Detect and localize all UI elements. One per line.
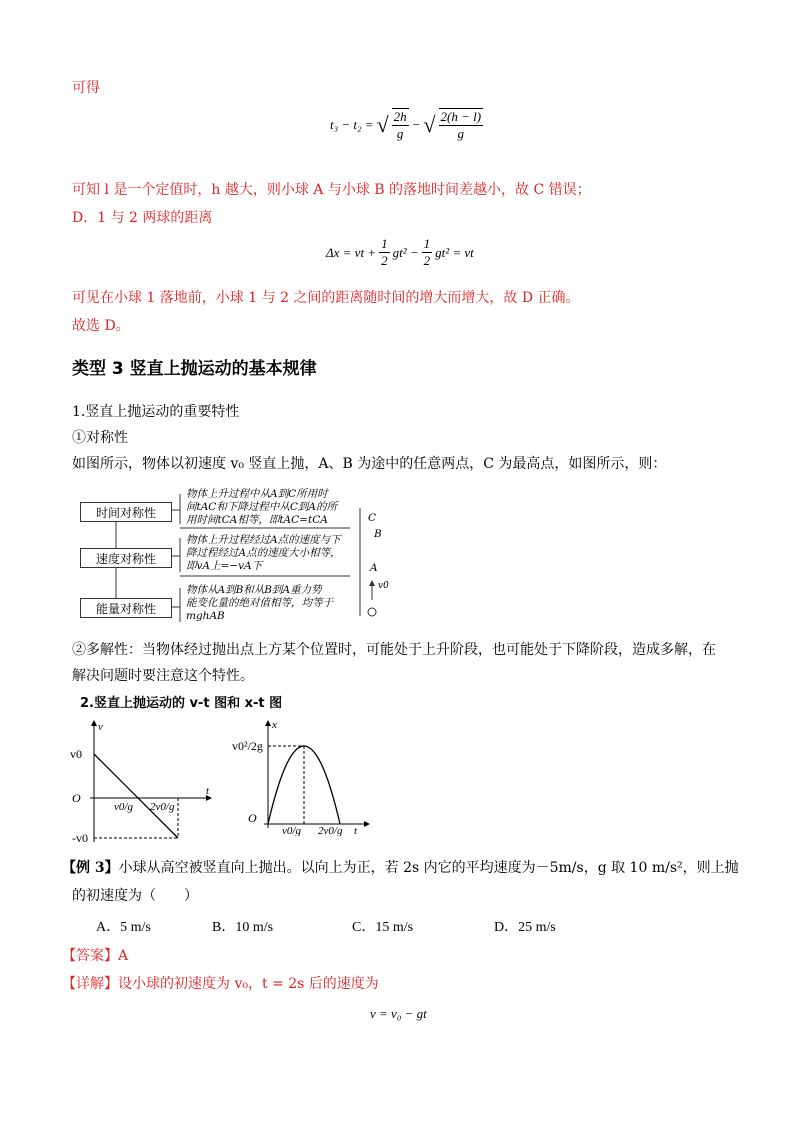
fraction-den: 2 <box>381 253 388 268</box>
answer-value: A <box>118 948 129 964</box>
equation-velocity: v = v₀ − gt <box>370 1006 427 1021</box>
equation-time-difference <box>330 108 483 142</box>
label-c: C <box>368 512 377 524</box>
label-v0: v0 <box>378 581 389 591</box>
text-para: 如图所示，物体以初速度 v₀ 竖直上抛，A、B 为途中的任意两点，C 为最高点，如图所示，则： <box>72 456 667 472</box>
diagram-text: 能变化量的绝对值相等，均等于 <box>186 597 333 609</box>
diagram-text: 降过程经过A点的速度大小相等， <box>186 547 341 559</box>
example-tag: 【例 3】 <box>62 860 119 876</box>
text-para: 1.竖直上抛运动的重要特性 <box>72 404 240 420</box>
eq-minus: − <box>411 117 421 132</box>
eq-term: gt² = vt <box>435 244 474 260</box>
sqrt-icon: √ <box>423 112 436 137</box>
axis-label-t: t <box>354 825 358 836</box>
symmetry-diagram <box>80 488 400 624</box>
example-text: 小球从高空被竖直向上抛出。以向上为正，若 2s 内它的平均速度为－5m/s，g 取 10 m/s²，则上抛 <box>118 860 739 876</box>
text-para: 可知 l 是一个定值时，h 越大，则小球 A 与小球 B 的落地时间差越小，故 C 错误； <box>72 182 591 198</box>
fraction-den: g <box>396 126 404 141</box>
tick-v0-g: v0/g <box>114 801 133 813</box>
text-para: 解决问题时要注意这个特性。 <box>72 668 254 684</box>
option-b[interactable]: B．10 m/s <box>212 920 274 935</box>
vt-graph <box>70 716 220 846</box>
diagram-text: 间tAC和下降过程中从C到A的所 <box>186 501 337 513</box>
label-origin: O <box>72 791 81 805</box>
axis-label-x: x <box>272 719 277 731</box>
subsection-heading: 2.竖直上抛运动的 v-t 图和 x-t 图 <box>80 696 283 711</box>
text-para: ①对称性 <box>72 430 128 446</box>
diagram-text: mghAB <box>186 610 225 622</box>
tick-v0-g: v0/g <box>282 825 301 836</box>
option-c[interactable]: C．15 m/s <box>352 920 414 935</box>
text-para: D．1 与 2 两球的距离 <box>72 210 213 226</box>
fraction-num: 1 <box>381 236 388 251</box>
diagram-text: 物体上升过程中从A到C所用时 <box>186 488 328 500</box>
fraction-num: 2h <box>393 109 407 124</box>
axis-label-v: v <box>98 721 103 733</box>
diagram-text: 用时间tCA相等，即tAC=tCA <box>186 514 328 526</box>
fraction-num: 2(h − l) <box>440 109 482 124</box>
tick-2v0-g: 2v0/g <box>318 825 343 836</box>
label-max-height: v0²/2g <box>232 739 263 753</box>
fraction-half <box>379 236 390 269</box>
fraction <box>439 108 484 142</box>
sqrt-icon: √ <box>376 112 389 137</box>
detail-tag: 【详解】 <box>62 976 118 992</box>
axis-label-t: t <box>206 785 210 797</box>
fraction-den: 2 <box>423 253 431 268</box>
label-origin: O <box>248 811 257 825</box>
box-energy-symmetry: 能量对称性 <box>80 598 172 618</box>
diagram-text: 物体从A到B和从B到A重力势 <box>186 584 322 596</box>
option-a[interactable]: A．5 m/s <box>96 920 151 935</box>
equation-distance <box>326 236 474 269</box>
fraction-den: g <box>457 126 465 141</box>
text-para: 故选 D。 <box>72 318 130 334</box>
fraction-half <box>422 236 433 269</box>
diagram-text: 即vA上=−vA下 <box>186 560 263 572</box>
eq-lhs: Δx = vt + <box>326 244 377 260</box>
tick-2v0-g: 2v0/g <box>150 801 175 813</box>
text-para: ②多解性：当物体经过抛出点上方某个位置时，可能处于上升阶段，也可能处于下降阶段，造成多解，在 <box>72 642 716 658</box>
label-a: A <box>370 562 378 574</box>
text-para: 可得 <box>72 80 100 96</box>
label-neg-v0: -v0 <box>72 831 88 845</box>
diagram-text: 物体上升过程经过A点的速度与下 <box>186 534 341 546</box>
fraction-num: 1 <box>423 236 431 251</box>
xt-graph <box>228 716 378 836</box>
eq-term: gt² − <box>392 244 419 260</box>
answer-line <box>62 946 128 966</box>
option-d[interactable]: D．25 m/s <box>494 920 556 935</box>
label-b: B <box>374 528 382 540</box>
section-heading: 类型 3 竖直上抛运动的基本规律 <box>72 359 317 379</box>
fraction <box>392 108 409 142</box>
label-v0: v0 <box>70 747 82 761</box>
text-para: 可见在小球 1 落地前，小球 1 与 2 之间的距离随时间的增大而增大，故 D 正确。 <box>72 290 580 306</box>
detail-line <box>62 974 379 994</box>
detail-text: 设小球的初速度为 v₀，t = 2s 后的速度为 <box>118 976 379 992</box>
box-time-symmetry: 时间对称性 <box>80 502 172 522</box>
box-velocity-symmetry: 速度对称性 <box>80 548 172 568</box>
example-line: 的初速度为（ ） <box>72 888 198 904</box>
example-line <box>62 858 739 878</box>
eq-lhs: t₃ − t₂ = <box>330 117 374 132</box>
answer-tag: 【答案】 <box>62 948 118 964</box>
